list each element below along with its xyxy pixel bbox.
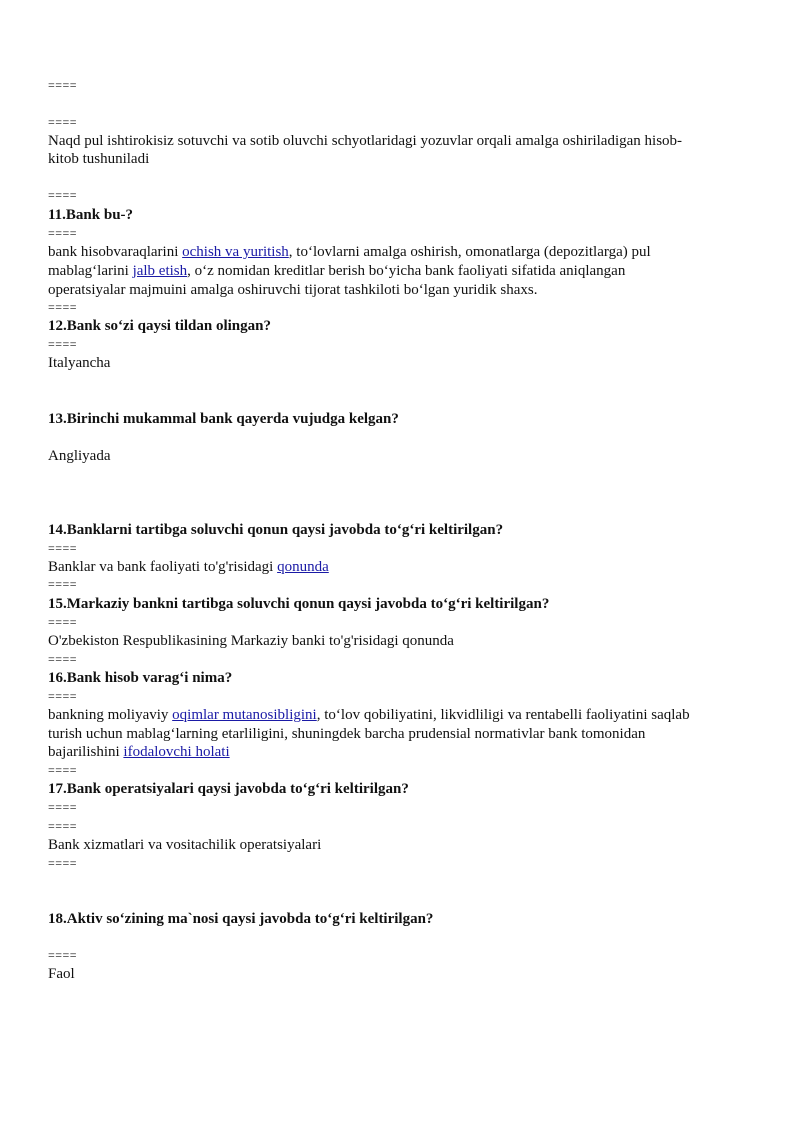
answer-16-line bbox=[48, 743, 230, 761]
separator: ==== bbox=[48, 577, 78, 591]
question-18: 18.Aktiv so‘zining ma`nosi qaysi javobda to‘g‘ri keltirilgan? bbox=[48, 911, 434, 927]
question-13: 13.Birinchi mukammal bank qayerda vujudga kelgan? bbox=[48, 411, 399, 427]
answer-link[interactable]: oqimlar mutanosibligini bbox=[172, 707, 317, 723]
separator: ==== bbox=[48, 652, 78, 666]
answer-link[interactable]: ochish va yuritish bbox=[182, 244, 289, 260]
separator: ==== bbox=[48, 300, 78, 314]
separator: ==== bbox=[48, 819, 78, 833]
answer-link[interactable]: qonunda bbox=[277, 559, 329, 575]
answer-14 bbox=[48, 558, 329, 576]
answer-17: Bank xizmatlari va vositachilik operatsiyalari bbox=[48, 837, 322, 853]
answer-16-line: turish uchun mablag‘larning etarliligini, shuningdek barcha prudensial normativlar bank tomonidan bbox=[48, 726, 646, 742]
answer-text: bankning moliyaviy bbox=[48, 707, 173, 723]
separator: ==== bbox=[48, 856, 78, 870]
answer-13: Angliyada bbox=[48, 448, 111, 464]
answer-link[interactable]: jalb etish bbox=[132, 263, 188, 279]
answer-16-line bbox=[48, 706, 690, 724]
answer-text: bank hisobvaraqlarini bbox=[48, 244, 183, 260]
answer-text: , o‘z nomidan kreditlar berish bo‘yicha bank faoliyati sifatida aniqlangan bbox=[187, 263, 626, 279]
answer-text: mablag‘larini bbox=[48, 263, 133, 279]
separator: ==== bbox=[48, 689, 78, 703]
answer-11-line: operatsiyalar majmuini amalga oshiruvchi tijorat tashkiloti bo‘lgan yuridik shaxs. bbox=[48, 282, 538, 298]
separator: ==== bbox=[48, 188, 78, 202]
answer-text: Banklar va bank faoliyati to'g'risidagi bbox=[48, 559, 278, 575]
answer-text: , to‘lov qobiliyatini, likvidliligi va rentabelli faoliyatini saqlab bbox=[316, 707, 690, 723]
answer-text: bajarilishini bbox=[48, 744, 124, 760]
answer-text: , to‘lovlarni amalga oshirish, omonatlarga (depozitlarga) pul bbox=[288, 244, 651, 260]
intro-answer-line: Naqd pul ishtirokisiz sotuvchi va sotib oluvchi schyotlaridagi yozuvlar orqali amalga oshiriladigan hisob- bbox=[48, 133, 683, 149]
question-12: 12.Bank so‘zi qaysi tildan olingan? bbox=[48, 318, 271, 334]
question-14: 14.Banklarni tartibga soluvchi qonun qaysi javobda to‘g‘ri keltirilgan? bbox=[48, 522, 504, 538]
separator: ==== bbox=[48, 615, 78, 629]
separator: ==== bbox=[48, 78, 78, 92]
separator: ==== bbox=[48, 800, 78, 814]
separator: ==== bbox=[48, 948, 78, 962]
question-11: 11.Bank bu-? bbox=[48, 207, 134, 223]
separator: ==== bbox=[48, 763, 78, 777]
answer-12: Italyancha bbox=[48, 355, 111, 371]
intro-answer-line: kitob tushuniladi bbox=[48, 151, 150, 167]
question-16: 16.Bank hisob varag‘i nima? bbox=[48, 670, 233, 686]
answer-11-line bbox=[48, 243, 651, 261]
answer-18: Faol bbox=[48, 966, 75, 982]
separator: ==== bbox=[48, 226, 78, 240]
separator: ==== bbox=[48, 115, 78, 129]
answer-11-line bbox=[48, 262, 625, 280]
answer-link[interactable]: ifodalovchi holati bbox=[123, 744, 230, 760]
separator: ==== bbox=[48, 337, 78, 351]
separator: ==== bbox=[48, 541, 78, 555]
question-15: 15.Markaziy bankni tartibga soluvchi qonun qaysi javobda to‘g‘ri keltirilgan? bbox=[48, 596, 550, 612]
question-17: 17.Bank operatsiyalari qaysi javobda to‘g‘ri keltirilgan? bbox=[48, 781, 409, 797]
answer-15: O'zbekiston Respublikasining Markaziy banki to'g'risidagi qonunda bbox=[48, 633, 454, 649]
